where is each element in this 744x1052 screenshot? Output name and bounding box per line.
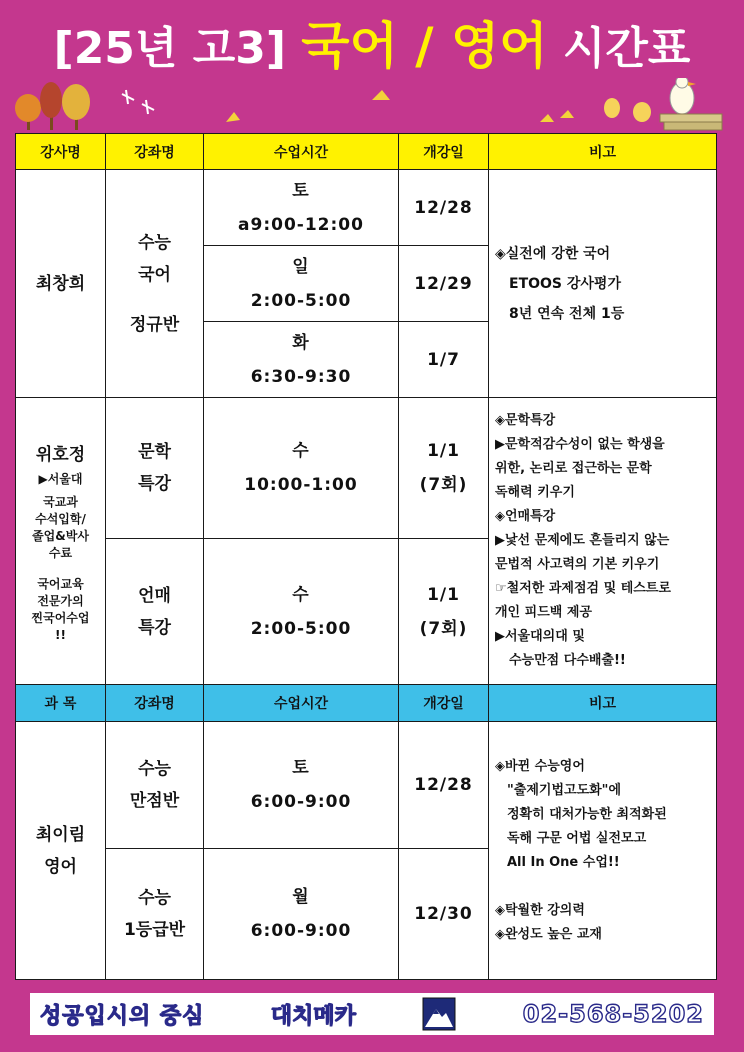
start-date: 1/1 (7회): [399, 539, 489, 685]
session-time: 화 6:30-9:30: [204, 322, 399, 398]
session-time: 토 a9:00-12:00: [204, 170, 399, 246]
table-row: [16, 398, 717, 539]
session-time: 수 10:00-1:00: [204, 398, 399, 539]
course-name: 수능 만점반: [106, 722, 204, 849]
header-time: 수업시간: [204, 685, 399, 722]
header-start-date: 개강일: [399, 685, 489, 722]
session-time: 월 6:00-9:00: [204, 849, 399, 980]
footer-slogan: 성공입시의 중심: [40, 1003, 205, 1029]
ginkgo-leaf-icon: [226, 90, 574, 122]
header-instructor: 강사명: [16, 134, 106, 170]
course-name: 문학 특강: [106, 398, 204, 539]
table-row: [16, 170, 717, 246]
mountain-logo-icon: [422, 997, 456, 1031]
footer-phone: 02-568-5202: [522, 1000, 704, 1028]
header-subject: 과 목: [16, 685, 106, 722]
table-header-english: [16, 685, 717, 722]
instructor-name: 최이림 영어: [16, 722, 106, 980]
footer-banner: [30, 993, 714, 1035]
course-name: 수능 국어 정규반: [106, 170, 204, 398]
start-date: 12/30: [399, 849, 489, 980]
books-icon: [660, 114, 722, 130]
instructor-bio: ▶서울대 국교과 수석입학/ 졸업&박사 수료 국어교육 전문가의 찐국어수업 !!: [31, 471, 90, 642]
table-header-korean: [16, 134, 717, 170]
session-time: 수 2:00-5:00: [204, 539, 399, 685]
instructor-cell: [16, 398, 106, 685]
start-date: 1/1 (7회): [399, 398, 489, 539]
header-time: 수업시간: [204, 134, 399, 170]
header-course: 강좌명: [106, 134, 204, 170]
title-suffix: 시간표: [562, 23, 691, 74]
page-title: [0, 14, 744, 81]
note-cell: ◈문학특강 ▶문학적감수성이 없는 학생을 위한, 논리로 접근하는 문학 독해력 키우기 ◈언매특강 ▶낯선 문제에도 흔들리지 않는 문법적 사고력의 기본 키우기 ☞철저한 과제점검 및 테스트로 개인 피드백 제공 ▶서울대의대 및 수능만점 다수배출!!: [489, 398, 717, 685]
header-course: 강좌명: [106, 685, 204, 722]
instructor-name: 최창희: [16, 170, 106, 398]
decoration-strip: [0, 78, 744, 134]
header-note: 비고: [489, 134, 717, 170]
session-time: 일 2:00-5:00: [204, 246, 399, 322]
dragonfly-icon: [122, 90, 154, 114]
start-date: 12/29: [399, 246, 489, 322]
header-note: 비고: [489, 685, 717, 722]
session-time: 토 6:00-9:00: [204, 722, 399, 849]
instructor-name: 위호정: [35, 444, 86, 465]
title-subject: 국어 / 영어: [301, 17, 548, 75]
start-date: 12/28: [399, 722, 489, 849]
table-row: [16, 722, 717, 849]
course-name: 언매 특강: [106, 539, 204, 685]
autumn-trees-icon: [15, 82, 90, 130]
header-start-date: 개강일: [399, 134, 489, 170]
note-cell: ◈실전에 강한 국어 ETOOS 강사평가 8년 연속 전체 1등: [489, 170, 717, 398]
course-name: 수능 1등급반: [106, 849, 204, 980]
title-prefix: [25년 고3]: [53, 23, 286, 74]
start-date: 1/7: [399, 322, 489, 398]
start-date: 12/28: [399, 170, 489, 246]
note-cell: ◈바뀐 수능영어 "출제기법고도화"에 정확히 대처가능한 최적화된 독해 구문 어법 실전모고 All In One 수업!! ◈탁월한 강의력 ◈완성도 높은 교재: [489, 722, 717, 980]
footer-brand: 대치메카: [270, 1003, 356, 1029]
schedule-table: [15, 133, 717, 980]
